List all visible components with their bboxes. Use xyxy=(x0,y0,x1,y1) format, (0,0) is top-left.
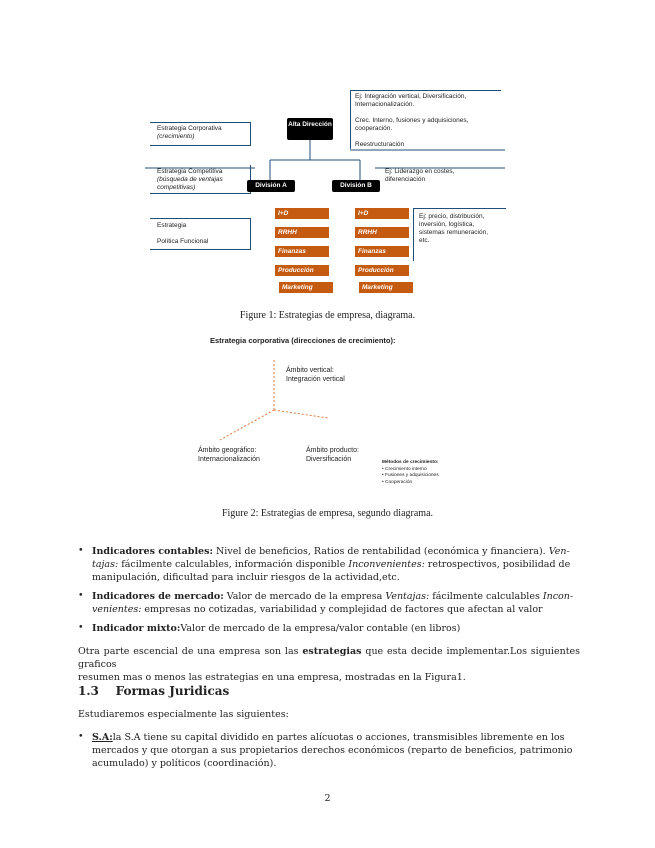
division-a-box: División A xyxy=(247,180,295,192)
division-b-box: División B xyxy=(332,180,380,192)
bullet-sa: S.A:la S.A tiene su capital dividido en partes alícuotas o acciones, transmisibles libremente en los mercados y que otorgan a sus propietarios derechos económicos (reparto de beneficios, patrimonio acumulado) y políticos (coordinación). xyxy=(92,732,573,769)
geographic-scope-label: Ámbito geográfico: Internacionalización xyxy=(198,447,260,463)
bullet-marker: • xyxy=(78,545,84,556)
division-a-func-box: Marketing xyxy=(279,282,333,293)
figure-1-diagram xyxy=(145,88,515,298)
division-b-func-box: Producción xyxy=(355,265,409,276)
bullet-marker: • xyxy=(78,590,84,601)
division-a-func-box: I+D xyxy=(275,208,329,219)
figure-2-diagram xyxy=(170,330,490,500)
bullet-mixed-indicator: Indicador mixto:Valor de mercado de la empresa/valor contable (en libros) xyxy=(92,623,461,634)
section-intro: Estudiaremos especialmente las siguientes: xyxy=(78,709,289,720)
bullet-marker: • xyxy=(78,731,84,742)
figure-2-axes xyxy=(170,330,490,500)
division-a-func-box: RRHH xyxy=(275,227,329,238)
division-b-func-box: RRHH xyxy=(355,227,409,238)
top-note: Ej: Integración vertical, Diversificación, Internacionalización. Crec. Interno, fusiones y adquisiciones, cooperación. Reestructuración xyxy=(355,93,469,148)
figure-1-caption: Figure 1: Estrategias de empresa, diagrama. xyxy=(239,310,416,321)
right-note: Ej: precio, distribución, inversión, logística, sistemas remuneración, etc. xyxy=(419,213,488,244)
page-number: 2 xyxy=(324,793,331,804)
figure-2-title: Estrategia corporativa (direcciones de crecimiento): xyxy=(210,336,396,345)
functional-policy-label: Estrategia Política Funcional xyxy=(157,222,209,245)
growth-methods: Métodos de crecimiento: • Crecimiento interno • Fusiones y adquisiciones • Cooperación xyxy=(382,460,439,485)
product-scope-label: Ámbito producto: Diversificación xyxy=(306,447,359,463)
strategies-paragraph: Otra parte escencial de una empresa son las estrategias que esta decide implementar.Los siguientes graficos resumen mas o menos las estrategias en una empresa, mostradas en la Figura1. xyxy=(78,646,581,683)
corporate-strategy-label: Estrategia Corporativa (crecimiento) xyxy=(157,125,222,140)
bullet-marker: • xyxy=(78,622,84,633)
bullet-market-indicators: Indicadores de mercado: Valor de mercado de la empresa Ventajas: fácilmente calculables Incon- venientes: empresas no cotizadas, variabilidad y complejidad de factores que afectan al valor xyxy=(92,591,574,615)
mid-note: Ej: Liderazgo en costes, diferenciación xyxy=(385,168,455,183)
division-a-func-box: Finanzas xyxy=(275,246,329,257)
section-heading: 1.3 Formas Juridicas xyxy=(78,684,230,698)
division-b-func-box: Marketing xyxy=(359,282,413,293)
division-b-func-box: I+D xyxy=(355,208,409,219)
vertical-scope-label: Ámbito vertical: Integración vertical xyxy=(286,367,345,383)
division-b-func-box: Finanzas xyxy=(355,246,409,257)
bullet-accounting-indicators: Indicadores contables: Nivel de beneficios, Ratios de rentabilidad (económica y financiera). Ven- tajas: fácilmente calculables, información disponible Inconvenientes: retrospectivos, posibilidad de manipulación, dificultad para incluir riesgos de la actividad,etc. xyxy=(92,546,571,583)
alta-direccion-box: Alta Dirección xyxy=(287,118,333,140)
competitive-strategy-label: Estrategia Competitiva (búsqueda de ventajas competitivas) xyxy=(157,168,223,191)
figure-2-caption: Figure 2: Estrategias de empresa, segundo diagrama. xyxy=(221,508,434,519)
division-a-func-box: Producción xyxy=(275,265,329,276)
